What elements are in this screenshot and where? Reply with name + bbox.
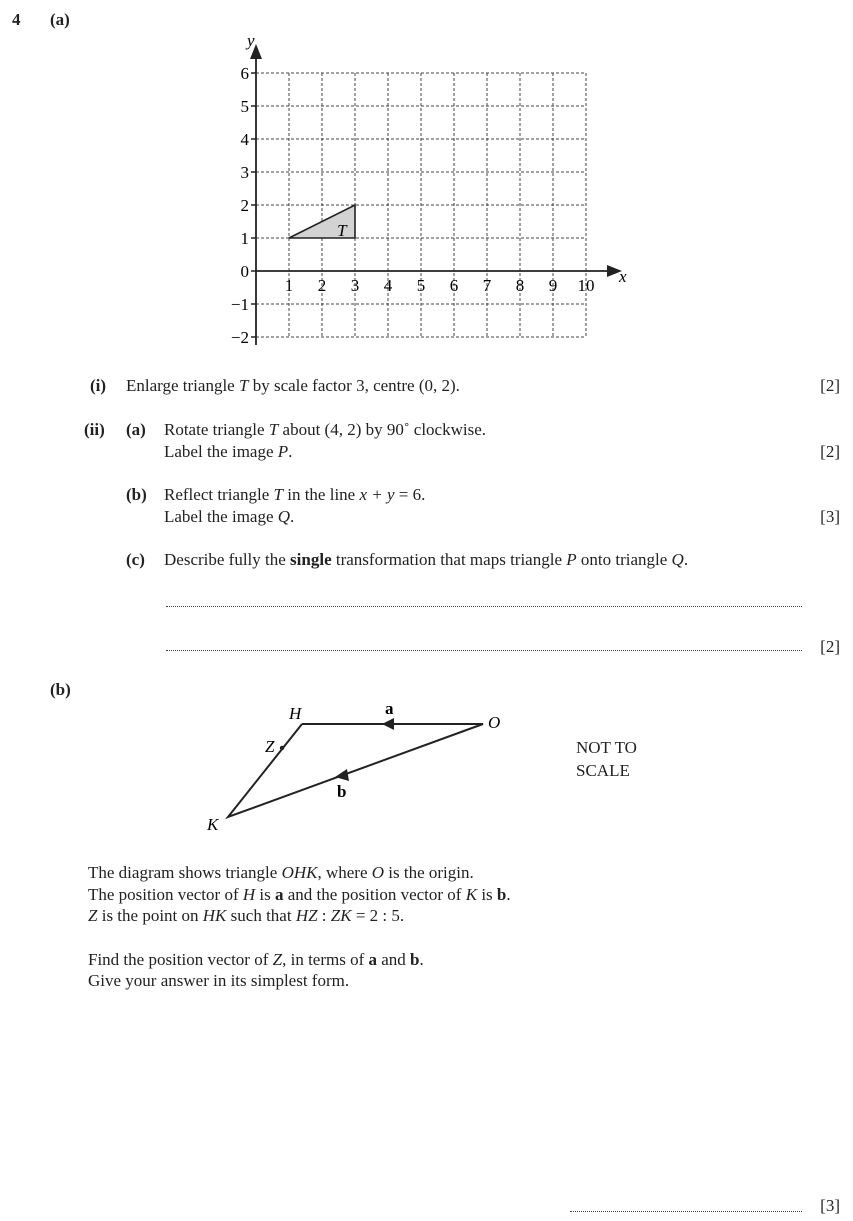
y-axis-letter: y [247,31,255,50]
x-tick-label: 8 [515,276,525,295]
part-ii-b-line2: Label the image Q. [164,507,295,526]
answer-line-c-1[interactable] [166,606,802,607]
y-tick-label: −2 [230,328,249,347]
point-z [280,746,284,750]
x-tick-label: 2 [317,276,327,295]
coordinate-grid [220,30,640,350]
part-b-line4: Find the position vector of Z, in terms of a and b. [88,950,424,969]
part-i-mark: [2] [820,376,840,395]
part-ii-a-label: (a) [126,420,146,439]
label-vector-b: b [337,782,347,801]
x-tick-label: 4 [383,276,393,295]
part-ii-a-line1: Rotate triangle T about (4, 2) by 90˚ clockwise. [164,420,487,439]
x-tick-labels [285,276,595,295]
part-b-line3: Z is the point on HK such that HZ : ZK = 2 : 5. [88,906,405,925]
label-o: O [488,713,501,732]
y-tick-label: 3 [240,163,249,182]
y-tick-labels [231,64,250,347]
part-ii-c-text: Describe fully the single transformation that maps triangle P onto triangle Q. [164,550,689,569]
part-ii-a-line2: Label the image P. [164,442,293,461]
vector-a-arrow [382,718,394,730]
part-a-label: (a) [50,10,70,29]
part-b-line5: Give your answer in its simplest form. [88,971,350,990]
x-axis-letter: x [619,267,627,286]
part-ii-b-label: (b) [126,485,147,504]
triangle-t-label: T [337,220,347,240]
part-i-label: (i) [90,376,107,395]
part-ii-c-label: (c) [126,550,145,569]
y-tick-label: 1 [240,229,249,248]
grid-lines [251,73,586,337]
y-tick-label: −1 [230,295,249,314]
part-b-line2: The position vector of H is a and the position vector of K is b. [88,885,511,904]
x-tick-label: 9 [548,276,558,295]
x-tick-label: 1 [284,276,294,295]
x-tick-label: 7 [482,276,492,295]
part-i-text: Enlarge triangle T by scale factor 3, centre (0, 2). [126,376,460,395]
x-tick-label: 5 [416,276,426,295]
part-b-label: (b) [50,680,71,699]
part-ii-b-mark: [3] [820,507,840,526]
part-b-line1: The diagram shows triangle OHK, where O is the origin. [88,863,474,882]
label-z: Z [265,737,275,756]
answer-line-b[interactable] [570,1211,802,1212]
vector-b-arrow [335,769,349,781]
label-h: H [289,704,302,723]
x-tick-label: 10 [577,276,595,295]
label-vector-a: a [385,699,394,718]
part-ii-a-mark: [2] [820,442,840,461]
part-ii-c-mark: [2] [820,637,840,656]
part-ii-b-line1: Reflect triangle T in the line x + y = 6. [164,485,426,504]
y-tick-label: 5 [240,97,249,116]
question-number: 4 [12,10,21,29]
not-to-scale-line2: SCALE [576,761,630,780]
y-tick-label: 4 [240,130,249,149]
part-ii-label: (ii) [84,420,105,439]
not-to-scale-line1: NOT TO [576,738,637,757]
y-tick-label: 0 [240,262,249,281]
x-tick-label: 6 [449,276,459,295]
label-k: K [207,815,219,834]
x-tick-label: 3 [350,276,360,295]
y-tick-label: 6 [240,64,249,83]
answer-line-c-2[interactable] [166,650,802,651]
part-b-mark: [3] [820,1196,840,1215]
y-tick-label: 2 [240,196,249,215]
vector-diagram [200,695,520,835]
